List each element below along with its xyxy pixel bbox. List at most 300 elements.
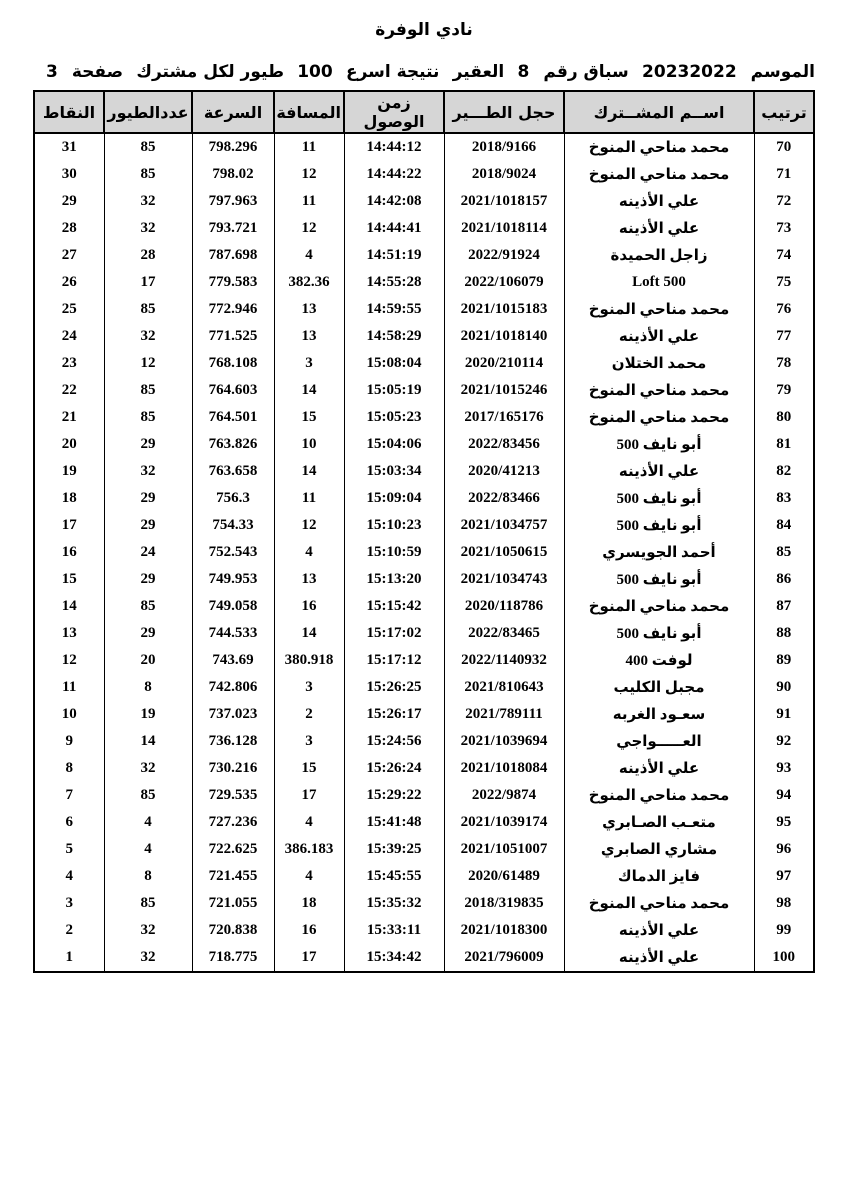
cell-arrival: 15:41:48 — [344, 809, 444, 836]
cell-rank: 74 — [754, 242, 814, 269]
cell-distance: 12 — [274, 161, 344, 188]
cell-arrival: 15:10:23 — [344, 512, 444, 539]
cell-birds: 29 — [104, 620, 192, 647]
cell-arrival: 15:26:17 — [344, 701, 444, 728]
cell-band: 2021/1018140 — [444, 323, 564, 350]
cell-speed: 721.455 — [192, 863, 274, 890]
cell-points: 16 — [34, 539, 104, 566]
cell-distance: 12 — [274, 215, 344, 242]
cell-birds: 29 — [104, 485, 192, 512]
cell-distance: 3 — [274, 674, 344, 701]
table-row — [34, 512, 814, 539]
cell-birds: 20 — [104, 647, 192, 674]
cell-arrival: 15:29:22 — [344, 782, 444, 809]
cell-points: 11 — [34, 674, 104, 701]
cell-band: 2021/1018157 — [444, 188, 564, 215]
cell-rank: 91 — [754, 701, 814, 728]
cell-band: 2017/165176 — [444, 404, 564, 431]
result-label: نتيجة اسرع — [345, 62, 440, 82]
cell-distance: 4 — [274, 863, 344, 890]
cell-arrival: 15:03:34 — [344, 458, 444, 485]
cell-band: 2021/1051007 — [444, 836, 564, 863]
cell-distance: 4 — [274, 809, 344, 836]
club-title: نادي الوفرة — [375, 20, 473, 40]
cell-rank: 93 — [754, 755, 814, 782]
cell-rank: 73 — [754, 215, 814, 242]
cell-arrival: 15:08:04 — [344, 350, 444, 377]
cell-distance: 3 — [274, 728, 344, 755]
cell-rank: 72 — [754, 188, 814, 215]
cell-speed: 763.826 — [192, 431, 274, 458]
cell-distance: 14 — [274, 620, 344, 647]
fastest-count: 100 — [297, 62, 333, 82]
cell-band: 2020/118786 — [444, 593, 564, 620]
cell-band: 2018/9024 — [444, 161, 564, 188]
season-value: 20232022 — [642, 62, 737, 82]
season-label: الموسم — [750, 62, 815, 82]
cell-birds: 85 — [104, 296, 192, 323]
cell-arrival: 15:26:25 — [344, 674, 444, 701]
cell-speed: 797.963 — [192, 188, 274, 215]
cell-birds: 24 — [104, 539, 192, 566]
cell-arrival: 14:42:08 — [344, 188, 444, 215]
cell-distance: 4 — [274, 242, 344, 269]
table-row — [34, 782, 814, 809]
cell-rank: 71 — [754, 161, 814, 188]
cell-band: 2021/1015246 — [444, 377, 564, 404]
cell-distance: 382.36 — [274, 269, 344, 296]
cell-name: Loft 500 — [564, 269, 754, 296]
cell-name: محمد مناحي المنوخ — [564, 161, 754, 188]
cell-band: 2021/1018114 — [444, 215, 564, 242]
cell-points: 7 — [34, 782, 104, 809]
cell-arrival: 15:34:42 — [344, 944, 444, 972]
table-row — [34, 133, 814, 161]
cell-speed: 772.946 — [192, 296, 274, 323]
cell-name: علي الأذينه — [564, 323, 754, 350]
cell-arrival: 15:05:19 — [344, 377, 444, 404]
cell-points: 21 — [34, 404, 104, 431]
cell-speed: 743.69 — [192, 647, 274, 674]
cell-arrival: 14:58:29 — [344, 323, 444, 350]
page-number: 3 — [46, 62, 58, 82]
cell-name: أبو نايف 500 — [564, 485, 754, 512]
table-row — [34, 161, 814, 188]
cell-band: 2021/796009 — [444, 944, 564, 972]
cell-name: لوفت 400 — [564, 647, 754, 674]
cell-band: 2022/106079 — [444, 269, 564, 296]
cell-band: 2022/9874 — [444, 782, 564, 809]
cell-birds: 85 — [104, 377, 192, 404]
cell-rank: 75 — [754, 269, 814, 296]
cell-points: 15 — [34, 566, 104, 593]
cell-name: محمد مناحي المنوخ — [564, 377, 754, 404]
cell-birds: 32 — [104, 323, 192, 350]
cell-name: أبو نايف 500 — [564, 566, 754, 593]
cell-name: مشاري الصابري — [564, 836, 754, 863]
cell-band: 2021/1034743 — [444, 566, 564, 593]
cell-speed: 721.055 — [192, 890, 274, 917]
cell-birds: 32 — [104, 917, 192, 944]
cell-name: العـــــواجي — [564, 728, 754, 755]
cell-rank: 76 — [754, 296, 814, 323]
column-header-birds: عددالطيور — [104, 91, 192, 133]
cell-points: 12 — [34, 647, 104, 674]
table-row — [34, 485, 814, 512]
cell-arrival: 14:44:12 — [344, 133, 444, 161]
cell-rank: 96 — [754, 836, 814, 863]
cell-birds: 17 — [104, 269, 192, 296]
cell-rank: 90 — [754, 674, 814, 701]
cell-rank: 78 — [754, 350, 814, 377]
column-header-arrival: زمن الوصول — [344, 91, 444, 133]
cell-points: 29 — [34, 188, 104, 215]
cell-rank: 82 — [754, 458, 814, 485]
cell-points: 13 — [34, 620, 104, 647]
cell-distance: 14 — [274, 458, 344, 485]
cell-band: 2020/61489 — [444, 863, 564, 890]
table-row — [34, 350, 814, 377]
cell-rank: 94 — [754, 782, 814, 809]
cell-name: علي الأذينه — [564, 755, 754, 782]
column-header-speed: السرعة — [192, 91, 274, 133]
cell-name: علي الأذينه — [564, 188, 754, 215]
cell-name: محمد مناحي المنوخ — [564, 593, 754, 620]
cell-name: محمد الختلان — [564, 350, 754, 377]
cell-points: 27 — [34, 242, 104, 269]
cell-birds: 32 — [104, 755, 192, 782]
cell-rank: 97 — [754, 863, 814, 890]
cell-points: 28 — [34, 215, 104, 242]
cell-speed: 730.216 — [192, 755, 274, 782]
cell-speed: 749.953 — [192, 566, 274, 593]
cell-birds: 29 — [104, 566, 192, 593]
table-row — [34, 458, 814, 485]
table-row — [34, 242, 814, 269]
cell-speed: 722.625 — [192, 836, 274, 863]
cell-name: علي الأذينه — [564, 917, 754, 944]
cell-band: 2021/789111 — [444, 701, 564, 728]
cell-arrival: 15:33:11 — [344, 917, 444, 944]
cell-band: 2018/319835 — [444, 890, 564, 917]
cell-birds: 12 — [104, 350, 192, 377]
cell-speed: 771.525 — [192, 323, 274, 350]
cell-arrival: 15:17:12 — [344, 647, 444, 674]
cell-name: محمد مناحي المنوخ — [564, 404, 754, 431]
meta-line — [46, 62, 815, 82]
cell-band: 2021/1039174 — [444, 809, 564, 836]
cell-arrival: 15:13:20 — [344, 566, 444, 593]
page-group — [46, 62, 123, 82]
cell-points: 18 — [34, 485, 104, 512]
column-header-name: اســم المشــترك — [564, 91, 754, 133]
cell-distance: 13 — [274, 323, 344, 350]
cell-name: مجبل الكليب — [564, 674, 754, 701]
cell-arrival: 15:15:42 — [344, 593, 444, 620]
cell-points: 6 — [34, 809, 104, 836]
cell-arrival: 14:55:28 — [344, 269, 444, 296]
cell-points: 25 — [34, 296, 104, 323]
cell-birds: 8 — [104, 674, 192, 701]
cell-speed: 779.583 — [192, 269, 274, 296]
cell-distance: 14 — [274, 377, 344, 404]
cell-rank: 89 — [754, 647, 814, 674]
race-label: سباق رقم — [543, 62, 629, 82]
cell-arrival: 14:44:22 — [344, 161, 444, 188]
cell-distance: 380.918 — [274, 647, 344, 674]
cell-band: 2021/1034757 — [444, 512, 564, 539]
table-row — [34, 728, 814, 755]
table-row — [34, 647, 814, 674]
cell-name: زاجل الحميدة — [564, 242, 754, 269]
cell-distance: 17 — [274, 944, 344, 972]
cell-speed: 763.658 — [192, 458, 274, 485]
cell-arrival: 15:04:06 — [344, 431, 444, 458]
cell-distance: 13 — [274, 566, 344, 593]
cell-arrival: 14:44:41 — [344, 215, 444, 242]
table-row — [34, 674, 814, 701]
cell-birds: 85 — [104, 404, 192, 431]
table-row — [34, 944, 814, 972]
cell-speed: 749.058 — [192, 593, 274, 620]
cell-arrival: 15:35:32 — [344, 890, 444, 917]
cell-name: علي الأذينه — [564, 458, 754, 485]
race-group — [518, 62, 629, 82]
cell-points: 23 — [34, 350, 104, 377]
table-header-row — [34, 91, 814, 133]
cell-speed: 720.838 — [192, 917, 274, 944]
cell-speed: 742.806 — [192, 674, 274, 701]
cell-birds: 29 — [104, 512, 192, 539]
cell-rank: 92 — [754, 728, 814, 755]
cell-rank: 79 — [754, 377, 814, 404]
cell-points: 22 — [34, 377, 104, 404]
cell-name: محمد مناحي المنوخ — [564, 782, 754, 809]
cell-speed: 754.33 — [192, 512, 274, 539]
table-row — [34, 296, 814, 323]
cell-speed: 764.603 — [192, 377, 274, 404]
cell-points: 2 — [34, 917, 104, 944]
cell-distance: 16 — [274, 917, 344, 944]
cell-points: 3 — [34, 890, 104, 917]
cell-points: 30 — [34, 161, 104, 188]
table-row — [34, 269, 814, 296]
cell-arrival: 15:26:24 — [344, 755, 444, 782]
cell-name: محمد مناحي المنوخ — [564, 890, 754, 917]
results-table — [33, 90, 815, 973]
cell-speed: 752.543 — [192, 539, 274, 566]
cell-rank: 84 — [754, 512, 814, 539]
table-row — [34, 566, 814, 593]
cell-rank: 95 — [754, 809, 814, 836]
cell-arrival: 14:59:55 — [344, 296, 444, 323]
cell-points: 17 — [34, 512, 104, 539]
cell-speed: 787.698 — [192, 242, 274, 269]
cell-band: 2021/1039694 — [444, 728, 564, 755]
cell-rank: 77 — [754, 323, 814, 350]
cell-birds: 85 — [104, 890, 192, 917]
cell-name: متعـب الصـابري — [564, 809, 754, 836]
cell-band: 2022/1140932 — [444, 647, 564, 674]
cell-birds: 29 — [104, 431, 192, 458]
cell-band: 2022/83465 — [444, 620, 564, 647]
cell-points: 9 — [34, 728, 104, 755]
cell-birds: 85 — [104, 133, 192, 161]
cell-speed: 736.128 — [192, 728, 274, 755]
cell-birds: 8 — [104, 863, 192, 890]
cell-band: 2021/1050615 — [444, 539, 564, 566]
column-header-band: حجل الطـــير — [444, 91, 564, 133]
cell-distance: 12 — [274, 512, 344, 539]
cell-points: 19 — [34, 458, 104, 485]
cell-band: 2022/91924 — [444, 242, 564, 269]
column-header-points: النقاط — [34, 91, 104, 133]
cell-distance: 15 — [274, 755, 344, 782]
cell-band: 2021/1015183 — [444, 296, 564, 323]
cell-arrival: 14:51:19 — [344, 242, 444, 269]
cell-name: سعـود الغربه — [564, 701, 754, 728]
cell-arrival: 15:17:02 — [344, 620, 444, 647]
cell-speed: 727.236 — [192, 809, 274, 836]
cell-speed: 793.721 — [192, 215, 274, 242]
cell-band: 2021/1018300 — [444, 917, 564, 944]
table-row — [34, 323, 814, 350]
cell-points: 14 — [34, 593, 104, 620]
table-row — [34, 890, 814, 917]
cell-points: 5 — [34, 836, 104, 863]
cell-distance: 17 — [274, 782, 344, 809]
cell-band: 2020/210114 — [444, 350, 564, 377]
cell-band: 2018/9166 — [444, 133, 564, 161]
cell-points: 8 — [34, 755, 104, 782]
cell-speed: 729.535 — [192, 782, 274, 809]
cell-birds: 28 — [104, 242, 192, 269]
cell-name: علي الأذينه — [564, 944, 754, 972]
cell-birds: 32 — [104, 215, 192, 242]
cell-points: 20 — [34, 431, 104, 458]
table-row — [34, 917, 814, 944]
cell-band: 2021/1018084 — [444, 755, 564, 782]
cell-distance: 11 — [274, 133, 344, 161]
result-suffix: طيور لكل مشترك — [136, 62, 284, 82]
cell-name: علي الأذينه — [564, 215, 754, 242]
cell-points: 31 — [34, 133, 104, 161]
cell-distance: 13 — [274, 296, 344, 323]
cell-name: أبو نايف 500 — [564, 512, 754, 539]
cell-rank: 86 — [754, 566, 814, 593]
table-row — [34, 701, 814, 728]
table-row — [34, 593, 814, 620]
cell-rank: 70 — [754, 133, 814, 161]
cell-points: 1 — [34, 944, 104, 972]
cell-band: 2020/41213 — [444, 458, 564, 485]
cell-rank: 85 — [754, 539, 814, 566]
cell-name: أبو نايف 500 — [564, 620, 754, 647]
table-row — [34, 539, 814, 566]
cell-distance: 11 — [274, 188, 344, 215]
cell-distance: 16 — [274, 593, 344, 620]
cell-speed: 718.775 — [192, 944, 274, 972]
cell-speed: 744.533 — [192, 620, 274, 647]
cell-points: 24 — [34, 323, 104, 350]
cell-band: 2021/810643 — [444, 674, 564, 701]
cell-birds: 4 — [104, 836, 192, 863]
cell-name: أبو نايف 500 — [564, 431, 754, 458]
cell-birds: 32 — [104, 188, 192, 215]
table-row — [34, 377, 814, 404]
cell-band: 2022/83466 — [444, 485, 564, 512]
table-row — [34, 863, 814, 890]
cell-arrival: 15:05:23 — [344, 404, 444, 431]
table-row — [34, 188, 814, 215]
cell-distance: 18 — [274, 890, 344, 917]
season-group — [642, 62, 815, 82]
cell-points: 10 — [34, 701, 104, 728]
cell-speed: 768.108 — [192, 350, 274, 377]
table-row — [34, 404, 814, 431]
column-header-rank: ترتيب — [754, 91, 814, 133]
cell-birds: 85 — [104, 782, 192, 809]
cell-distance: 2 — [274, 701, 344, 728]
cell-birds: 32 — [104, 944, 192, 972]
cell-points: 4 — [34, 863, 104, 890]
race-location: العقير — [452, 62, 505, 82]
table-row — [34, 809, 814, 836]
cell-rank: 98 — [754, 890, 814, 917]
cell-name: محمد مناحي المنوخ — [564, 296, 754, 323]
cell-name: أحمد الجويسري — [564, 539, 754, 566]
cell-distance: 10 — [274, 431, 344, 458]
cell-band: 2022/83456 — [444, 431, 564, 458]
cell-distance: 4 — [274, 539, 344, 566]
cell-birds: 19 — [104, 701, 192, 728]
cell-name: فايز الدماك — [564, 863, 754, 890]
table-row — [34, 620, 814, 647]
page-label: صفحة — [71, 62, 124, 82]
cell-speed: 798.02 — [192, 161, 274, 188]
table-row — [34, 755, 814, 782]
table-row — [34, 431, 814, 458]
cell-rank: 99 — [754, 917, 814, 944]
cell-speed: 756.3 — [192, 485, 274, 512]
cell-birds: 14 — [104, 728, 192, 755]
cell-rank: 87 — [754, 593, 814, 620]
column-header-distance: المسافة — [274, 91, 344, 133]
table-row — [34, 215, 814, 242]
cell-arrival: 15:10:59 — [344, 539, 444, 566]
cell-rank: 100 — [754, 944, 814, 972]
cell-arrival: 15:39:25 — [344, 836, 444, 863]
cell-points: 26 — [34, 269, 104, 296]
cell-birds: 4 — [104, 809, 192, 836]
cell-speed: 798.296 — [192, 133, 274, 161]
cell-speed: 737.023 — [192, 701, 274, 728]
cell-name: محمد مناحي المنوخ — [564, 133, 754, 161]
cell-speed: 764.501 — [192, 404, 274, 431]
cell-rank: 83 — [754, 485, 814, 512]
cell-birds: 85 — [104, 161, 192, 188]
cell-arrival: 15:24:56 — [344, 728, 444, 755]
table-row — [34, 836, 814, 863]
cell-distance: 11 — [274, 485, 344, 512]
cell-distance: 3 — [274, 350, 344, 377]
cell-arrival: 15:45:55 — [344, 863, 444, 890]
race-number: 8 — [517, 62, 530, 82]
cell-rank: 88 — [754, 620, 814, 647]
cell-distance: 15 — [274, 404, 344, 431]
cell-rank: 81 — [754, 431, 814, 458]
cell-arrival: 15:09:04 — [344, 485, 444, 512]
